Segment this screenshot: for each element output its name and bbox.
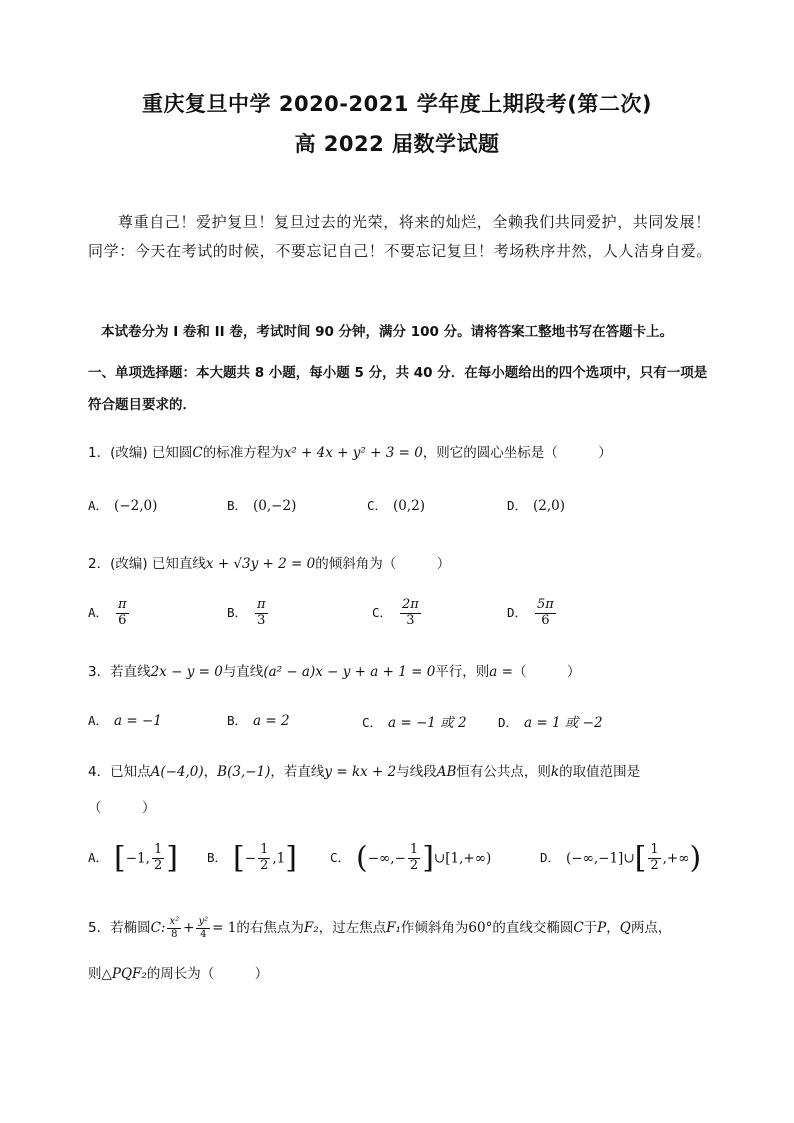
q2-option-a-fraction	[116, 598, 129, 629]
option-label: B．	[227, 498, 248, 513]
q2-option-d[interactable]	[507, 598, 558, 629]
q4-mid-3: 恒有公共点，则	[456, 764, 551, 780]
q1-option-a[interactable]	[88, 496, 157, 514]
q2-suffix: 的倾斜角为（ ）	[315, 556, 451, 572]
q1-suffix: ，则它的圆心坐标是（ ）	[422, 445, 612, 461]
numerator: 5π	[537, 597, 554, 612]
left-bracket: [	[114, 840, 126, 876]
q5-q: Q	[619, 920, 631, 936]
q4-line: y = kx + 2	[324, 764, 397, 780]
q4-option-c[interactable]	[330, 840, 492, 876]
question-5	[88, 916, 671, 940]
q5-line2-suffix: 的周长为（ ）	[146, 966, 269, 982]
q5-f1: F₁	[386, 920, 401, 936]
q5-mid-6: 两点，	[630, 920, 672, 936]
q5-y-term	[196, 916, 210, 940]
q1-option-b-value: (0,−2)	[253, 498, 297, 514]
q1-option-d[interactable]	[507, 496, 565, 514]
q5-mid-5: 于	[583, 920, 598, 936]
numerator: 1	[153, 842, 163, 857]
option-label: C．	[362, 715, 383, 730]
right-paren: )	[689, 840, 702, 876]
q5-triangle: △PQF₂	[101, 966, 147, 982]
q5-prefix: 5．若椭圆	[88, 920, 151, 936]
option-label: D．	[498, 715, 519, 730]
option-label: D．	[540, 850, 561, 866]
denominator: 6	[541, 612, 550, 628]
exam-subtitle: 高 2022 届数学试题	[294, 132, 500, 156]
denominator: 8	[171, 928, 178, 940]
question-1	[88, 441, 612, 461]
q3-option-d[interactable]	[498, 711, 603, 731]
q4-option-c-start: −∞,−	[367, 850, 406, 867]
q4-point-b: B(3,−1)	[217, 764, 271, 780]
option-label: A．	[88, 850, 109, 866]
denominator: 4	[200, 928, 207, 940]
right-bracket: ]	[166, 840, 178, 876]
q5-c: C	[573, 920, 584, 936]
q3-line-2: (a² − a)x − y + a + 1 = 0	[263, 664, 436, 680]
q3-option-b-value: a = 2	[253, 713, 290, 729]
q2-prefix: 2．(改编) 已知直线	[88, 556, 206, 572]
denominator: 2	[153, 857, 163, 873]
q5-x-term	[167, 916, 181, 940]
q2-option-b-fraction	[255, 598, 268, 629]
q4-option-b-start: −	[244, 850, 257, 867]
option-label: C．	[330, 850, 351, 866]
denominator: 2	[650, 857, 659, 873]
q5-mid-4: 的直线交椭圆	[492, 920, 574, 936]
option-label: C．	[367, 498, 388, 513]
q1-option-c[interactable]	[367, 496, 425, 514]
q5-p: P	[597, 920, 607, 936]
q2-option-b[interactable]	[227, 598, 270, 629]
q4-option-b-end: ,1	[272, 850, 286, 867]
q5-eq-tail: = 1	[212, 920, 237, 936]
q3-suffix: （ ）	[512, 664, 581, 680]
option-label: D．	[507, 605, 528, 621]
q5-mid-1: 的右焦点为	[236, 920, 304, 936]
option-label: D．	[507, 498, 528, 513]
q3-mid-2: 平行，则	[435, 664, 490, 680]
q4-segment: AB	[436, 764, 457, 780]
q2-option-c-fraction	[400, 598, 421, 629]
q4-option-d[interactable]	[540, 840, 702, 876]
option-label: A．	[88, 605, 109, 621]
numerator: π	[118, 597, 127, 612]
question-2	[88, 552, 450, 572]
q4-option-c-end: ∪[1,+∞)	[433, 850, 492, 867]
denominator: 3	[257, 612, 266, 628]
option-label: B．	[227, 605, 248, 621]
q2-line-equation: x + √3y + 2 = 0	[205, 556, 316, 572]
q4-option-d-end: ,+∞	[662, 850, 690, 867]
option-label: A．	[88, 713, 109, 728]
section-heading-line-1: 一、单项选择题：本大题共 8 小题，每小题 5 分，共 40 分．在每小题给出的四个选项中，只有一项是	[88, 365, 708, 381]
denominator: 3	[406, 612, 415, 628]
denominator: 2	[409, 857, 419, 873]
left-bracket: [	[233, 840, 245, 876]
q5-f2: F₂	[303, 920, 319, 936]
plus-sign: +	[183, 920, 195, 936]
q5-comma: ，	[606, 920, 620, 936]
q1-mid: 的标准方程为	[202, 445, 284, 461]
left-paren: (	[356, 840, 368, 876]
q2-option-d-fraction	[535, 598, 556, 629]
numerator: π	[257, 597, 266, 612]
question-3	[88, 660, 580, 680]
motto-line-2: 同学：今天在考试的时候，不要忘记自己！不要忘记复旦！考场秩序井然，人人洁身自爱。	[88, 242, 713, 260]
q2-option-c[interactable]	[372, 598, 423, 629]
section-heading-line-2: 符合题目要求的．	[88, 397, 196, 413]
denominator: 2	[260, 857, 269, 873]
q3-option-d-value: a = 1 或 −2	[524, 715, 603, 731]
option-label: B．	[207, 850, 228, 866]
q2-option-a[interactable]	[88, 598, 131, 629]
q3-var: a =	[489, 664, 513, 680]
q4-option-d-start: (−∞,−1]∪	[566, 850, 635, 867]
q3-option-a-value: a = −1	[114, 713, 162, 729]
q3-option-c[interactable]	[362, 711, 467, 731]
q4-point-a: A(−4,0)	[150, 764, 204, 780]
numerator: 1	[409, 842, 419, 857]
right-bracket: ]	[422, 840, 434, 876]
q1-option-b[interactable]	[227, 496, 296, 514]
exam-title: 重庆复旦中学 2020-2021 学年度上期段考(第二次)	[142, 92, 652, 116]
q3-option-b[interactable]	[227, 711, 290, 729]
q1-prefix: 1．(改编) 已知圆	[88, 445, 193, 461]
q4-option-a[interactable]	[88, 840, 178, 876]
option-label: A．	[88, 498, 109, 513]
q4-option-b[interactable]	[207, 840, 297, 876]
q4-answer-blank: （ ）	[88, 800, 156, 816]
q3-mid-1: 与直线	[222, 664, 264, 680]
numerator: y²	[198, 916, 209, 927]
q5-line2-prefix: 则	[88, 966, 102, 982]
q5-angle: 60°	[468, 920, 493, 936]
q1-equation: x² + 4x + y² + 3 = 0	[283, 445, 423, 461]
q4-option-a-fraction	[152, 843, 164, 874]
q1-option-a-value: (−2,0)	[114, 498, 158, 514]
q4-suffix: 的取值范围是	[559, 764, 641, 780]
q1-circle: C	[192, 445, 203, 461]
q4-sep: ，	[203, 764, 218, 780]
motto-line-1: 尊重自己！爱护复旦！复旦过去的光荣，将来的灿烂，全赖我们共同爱护，共同发展！	[118, 213, 711, 231]
q5-ellipse: C:	[150, 920, 166, 936]
q3-option-c-value: a = −1 或 2	[388, 715, 467, 731]
numerator: 1	[260, 842, 269, 857]
option-label: C．	[372, 605, 393, 621]
q4-option-a-start: −1,	[125, 850, 150, 867]
q4-mid-1: ，若直线	[270, 764, 325, 780]
denominator: 6	[118, 612, 127, 628]
q1-option-d-value: (2,0)	[533, 498, 566, 514]
left-bracket: [	[634, 840, 647, 876]
numerator: x²	[169, 916, 180, 927]
numerator: 1	[650, 842, 659, 857]
q4-option-b-fraction	[258, 843, 270, 874]
q1-option-c-value: (0,2)	[393, 498, 426, 514]
right-bracket: ]	[285, 840, 297, 876]
question-4	[88, 760, 640, 780]
numerator: 2π	[402, 597, 419, 612]
q4-mid-2: 与线段	[396, 764, 437, 780]
exam-note: 本试卷分为 I 卷和 II 卷，考试时间 90 分钟，满分 100 分。请将答案工整地书写在答题卡上。	[101, 324, 674, 340]
q4-option-c-fraction	[408, 843, 420, 874]
question-5-line-2	[88, 962, 268, 982]
q4-k: k	[550, 764, 560, 780]
q5-mid-3: 作倾斜角为	[400, 920, 469, 936]
q4-option-d-fraction	[648, 843, 660, 874]
q3-line-1: 2x − y = 0	[150, 664, 223, 680]
q5-mid-2: ，过左焦点	[318, 920, 387, 936]
q4-prefix: 4．已知点	[88, 764, 151, 780]
q3-prefix: 3．若直线	[88, 664, 151, 680]
option-label: B．	[227, 713, 248, 728]
q3-option-a[interactable]	[88, 711, 162, 729]
